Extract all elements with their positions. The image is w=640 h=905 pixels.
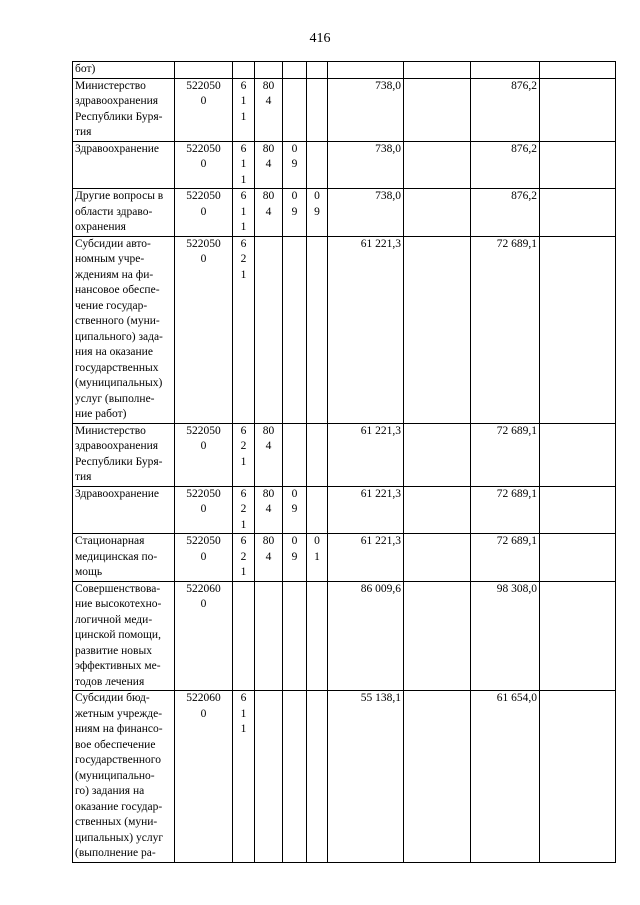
row-name-cell: Министерство здравоохранения Республики Буря- тия (73, 78, 175, 141)
amount-second-cell: 72 689,1 (471, 236, 540, 423)
target-code-cell: 522060 0 (175, 581, 233, 691)
section-code-cell: 0 9 (283, 534, 307, 582)
table-row (73, 691, 616, 863)
empty-cell (540, 691, 616, 863)
amount-first-cell: 61 221,3 (328, 486, 404, 534)
budget-table (72, 61, 616, 863)
table-row (73, 581, 616, 691)
expense-type-cell: 6 2 1 (233, 236, 255, 423)
target-code-cell: 522050 0 (175, 141, 233, 189)
expense-type-cell (233, 62, 255, 79)
target-code-cell: 522050 0 (175, 236, 233, 423)
subsection-code-cell (307, 691, 328, 863)
expense-type-cell: 6 1 1 (233, 78, 255, 141)
empty-cell (404, 534, 471, 582)
empty-cell (540, 62, 616, 79)
amount-second-cell: 72 689,1 (471, 534, 540, 582)
empty-cell (540, 78, 616, 141)
amount-first-cell: 738,0 (328, 141, 404, 189)
department-code-cell (255, 691, 283, 863)
table-row (73, 78, 616, 141)
row-name-cell: Министерство здравоохранения Республики Буря- тия (73, 423, 175, 486)
section-code-cell: 0 9 (283, 189, 307, 237)
table-row (73, 189, 616, 237)
department-code-cell (255, 236, 283, 423)
table-row (73, 141, 616, 189)
section-code-cell (283, 62, 307, 79)
section-code-cell (283, 691, 307, 863)
amount-first-cell: 86 009,6 (328, 581, 404, 691)
amount-first-cell: 61 221,3 (328, 236, 404, 423)
empty-cell (540, 486, 616, 534)
row-name-cell: бот) (73, 62, 175, 79)
amount-second-cell: 876,2 (471, 141, 540, 189)
target-code-cell: 522050 0 (175, 486, 233, 534)
table-row (73, 62, 616, 79)
expense-type-cell: 6 2 1 (233, 423, 255, 486)
target-code-cell: 522050 0 (175, 423, 233, 486)
amount-second-cell: 876,2 (471, 189, 540, 237)
subsection-code-cell (307, 236, 328, 423)
row-name-cell: Здравоохранение (73, 486, 175, 534)
department-code-cell: 80 4 (255, 534, 283, 582)
target-code-cell (175, 62, 233, 79)
section-code-cell (283, 236, 307, 423)
amount-second-cell: 61 654,0 (471, 691, 540, 863)
row-name-cell: Стационарная медицинская по- мощь (73, 534, 175, 582)
department-code-cell: 80 4 (255, 141, 283, 189)
row-name-cell: Совершенствова- ние высокотехно- логичной меди- цинской помощи, развитие новых эффективных ме- тодов лечения (73, 581, 175, 691)
target-code-cell: 522050 0 (175, 534, 233, 582)
amount-second-cell: 876,2 (471, 78, 540, 141)
subsection-code-cell (307, 486, 328, 534)
amount-second-cell: 98 308,0 (471, 581, 540, 691)
page-number: 416 (309, 31, 331, 46)
target-code-cell: 522050 0 (175, 78, 233, 141)
empty-cell (404, 78, 471, 141)
empty-cell (540, 534, 616, 582)
subsection-code-cell: 0 1 (307, 534, 328, 582)
subsection-code-cell (307, 423, 328, 486)
section-code-cell: 0 9 (283, 486, 307, 534)
empty-cell (540, 141, 616, 189)
expense-type-cell: 6 1 1 (233, 691, 255, 863)
empty-cell (540, 236, 616, 423)
subsection-code-cell (307, 62, 328, 79)
department-code-cell: 80 4 (255, 486, 283, 534)
expense-type-cell (233, 581, 255, 691)
section-code-cell (283, 423, 307, 486)
expense-type-cell: 6 2 1 (233, 486, 255, 534)
subsection-code-cell (307, 581, 328, 691)
department-code-cell: 80 4 (255, 189, 283, 237)
section-code-cell: 0 9 (283, 141, 307, 189)
amount-first-cell: 55 138,1 (328, 691, 404, 863)
section-code-cell (283, 78, 307, 141)
target-code-cell: 522060 0 (175, 691, 233, 863)
amount-second-cell: 72 689,1 (471, 486, 540, 534)
table-row (73, 534, 616, 582)
expense-type-cell: 6 2 1 (233, 534, 255, 582)
empty-cell (404, 62, 471, 79)
empty-cell (540, 189, 616, 237)
empty-cell (404, 691, 471, 863)
empty-cell (540, 581, 616, 691)
expense-type-cell: 6 1 1 (233, 189, 255, 237)
expense-type-cell: 6 1 1 (233, 141, 255, 189)
section-code-cell (283, 581, 307, 691)
subsection-code-cell (307, 141, 328, 189)
target-code-cell: 522050 0 (175, 189, 233, 237)
row-name-cell: Субсидии бюд- жетным учрежде- ниям на финансо- вое обеспечение государственного (муниципально- го) задания на оказание государ- ственных (муни- ципальных) услуг (выполнение ра- (73, 691, 175, 863)
empty-cell (404, 423, 471, 486)
table-row (73, 486, 616, 534)
amount-first-cell: 61 221,3 (328, 423, 404, 486)
subsection-code-cell: 0 9 (307, 189, 328, 237)
department-code-cell (255, 62, 283, 79)
row-name-cell: Субсидии авто- номным учре- ждениям на фи- нансовое обеспе- чение государ- ственного (муни- ципального) зада- ния на оказание государственных (муниципальных) услуг (выполне- ние работ) (73, 236, 175, 423)
table-row (73, 423, 616, 486)
amount-first-cell (328, 62, 404, 79)
table-row (73, 236, 616, 423)
empty-cell (404, 189, 471, 237)
department-code-cell: 80 4 (255, 78, 283, 141)
row-name-cell: Здравоохранение (73, 141, 175, 189)
empty-cell (540, 423, 616, 486)
empty-cell (404, 581, 471, 691)
amount-second-cell: 72 689,1 (471, 423, 540, 486)
subsection-code-cell (307, 78, 328, 141)
department-code-cell: 80 4 (255, 423, 283, 486)
amount-first-cell: 61 221,3 (328, 534, 404, 582)
empty-cell (404, 141, 471, 189)
empty-cell (404, 486, 471, 534)
department-code-cell (255, 581, 283, 691)
empty-cell (404, 236, 471, 423)
amount-first-cell: 738,0 (328, 78, 404, 141)
amount-first-cell: 738,0 (328, 189, 404, 237)
row-name-cell: Другие вопросы в области здраво- охранения (73, 189, 175, 237)
amount-second-cell (471, 62, 540, 79)
